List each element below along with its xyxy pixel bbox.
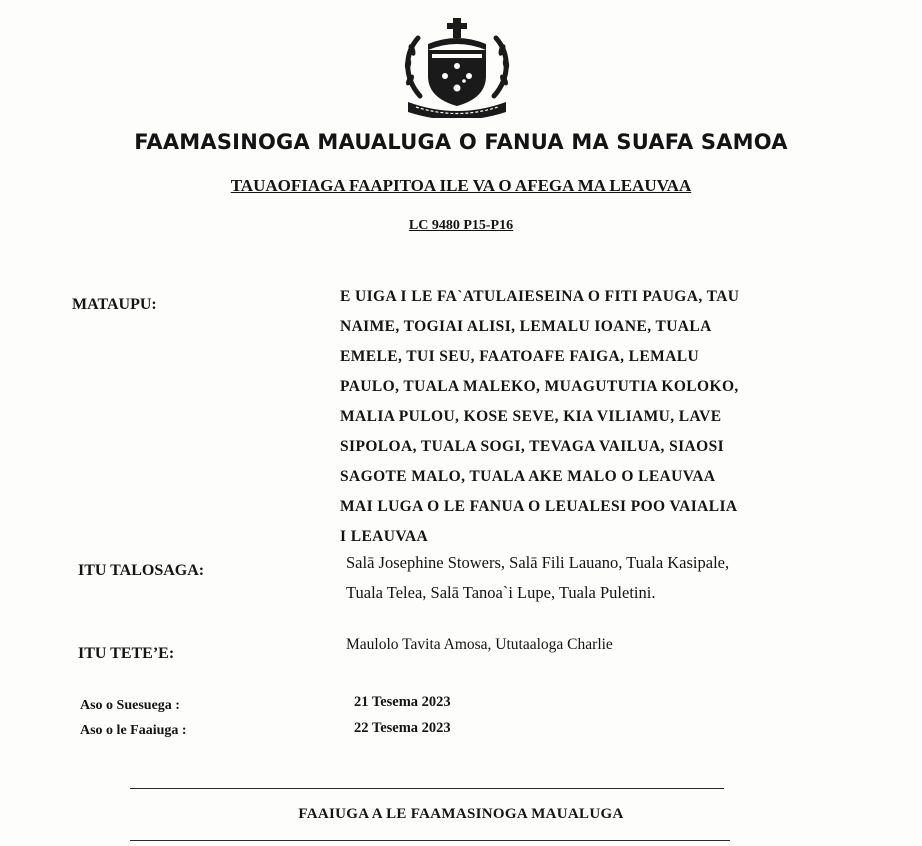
applicants-line: Salā Josephine Stowers, Salā Fili Lauano, Tuala Kasipale,: [346, 553, 730, 572]
matter-line: SIPOLOA, TUALA SOGI, TEVAGA VAILUA, SIAOSI: [340, 438, 725, 455]
divider-bottom: [130, 840, 730, 841]
respondents-text: Maulolo Tavita Amosa, Ututaaloga Charlie: [346, 636, 613, 653]
applicants-text: [346, 548, 866, 608]
matter-line: MALIA PULOU, KOSE SEVE, KIA VILIAMU, LAVE: [340, 408, 722, 425]
matter-line: I LEAUVAA: [340, 528, 429, 545]
decision-date-label: Aso o le Faaiuga :: [80, 723, 187, 738]
hearing-date-label: Aso o Suesuega :: [80, 698, 180, 713]
decision-date-value: 22 Tesema 2023: [354, 720, 451, 736]
matter-line: NAIME, TOGIAI ALISI, LEMALU IOANE, TUALA: [340, 318, 712, 335]
judgment-title: FAAIUGA A LE FAAMASINOGA MAUALUGA: [298, 806, 624, 822]
matter-text: [340, 282, 865, 552]
respondents-label: ITU TETE’E:: [78, 645, 175, 662]
divider-top: [130, 788, 724, 789]
proceeding-title: TAUAOFIAGA FAAPITOA ILE VA O AFEGA MA LEAUVAA: [230, 176, 692, 195]
applicants-label: ITU TALOSAGA:: [78, 562, 205, 579]
matter-line: MAI LUGA O LE FANUA O LEUALESI POO VAIALIA: [340, 498, 738, 515]
applicants-line: Tuala Telea, Salā Tanoa`i Lupe, Tuala Puletini.: [346, 583, 656, 602]
samoa-coat-of-arms-icon: [398, 18, 516, 118]
matter-label: MATAUPU:: [72, 296, 157, 313]
case-reference: LC 9480 P15-P16: [408, 218, 514, 233]
matter-line: EMELE, TUI SEU, FAATOAFE FAIGA, LEMALU: [340, 348, 700, 365]
matter-line: PAULO, TUALA MALEKO, MUAGUTUTIA KOLOKO,: [340, 378, 739, 395]
hearing-date-value: 21 Tesema 2023: [354, 694, 451, 710]
court-name: FAAMASINOGA MAUALUGA O FANUA MA SUAFA SAMOA: [134, 130, 788, 154]
matter-line: E UIGA I LE FA`ATULAIESEINA O FITI PAUGA, TAU: [340, 288, 740, 305]
matter-line: SAGOTE MALO, TUALA AKE MALO O LEAUVAA: [340, 468, 716, 485]
